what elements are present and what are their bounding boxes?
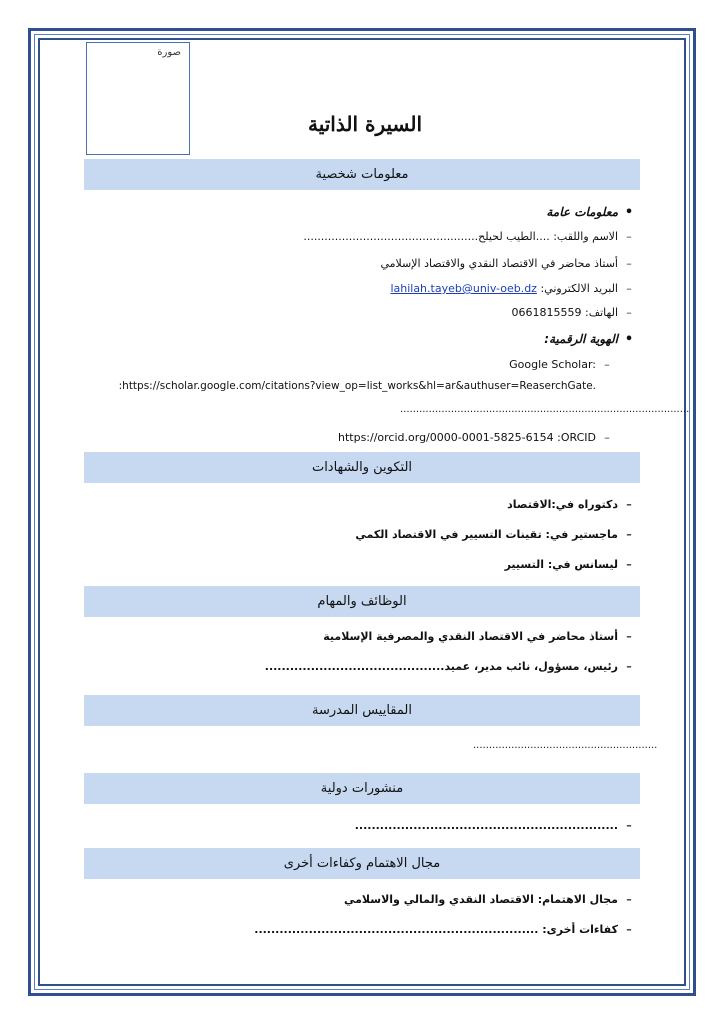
dash-icon: –: [626, 558, 632, 571]
job-item: –رئيس، مسؤول، نائب مدير، عميد...........................................: [265, 659, 640, 675]
dash-icon: –: [626, 893, 632, 906]
dash-icon: –: [626, 819, 632, 832]
dash-icon: –: [626, 282, 632, 295]
job-item: –أستاذ محاضر في الاقتصاد النقدي والمصرفية الإسلامية: [323, 629, 640, 645]
dash-icon: –: [626, 630, 632, 643]
section-jobs: الوظائف والمهام: [84, 586, 640, 617]
section-publications: منشورات دولية: [84, 773, 640, 804]
section-interests: مجال الاهتمام وكفاءات أخرى: [84, 848, 640, 879]
other-skills: –كفاءات أخرى: ....................................................................: [254, 922, 640, 938]
dash-icon: –: [626, 923, 632, 936]
photo-placeholder: [86, 42, 190, 155]
education-item: –ماجستير في: تقينات التسيير في الاقتصاد الكمي: [355, 527, 640, 543]
publications-line: –...............................................................: [355, 818, 640, 834]
dash-icon: –: [626, 528, 632, 541]
email-line: –البريد الالكتروني: lahilah.tayeb@univ-oeb.dz: [390, 281, 640, 297]
bullet-icon: •: [624, 205, 634, 220]
name-line: –الاسم واللقب: ....الطيب لحيلح..................................................: [303, 229, 640, 245]
scholar-line: –Google Scholar:: [509, 357, 618, 373]
orcid-line: –https://orcid.org/0000-0001-5825-6154 :ORCID: [338, 430, 618, 446]
section-courses: المقاييس المدرسة: [84, 695, 640, 726]
section-education: التكوين والشهادات: [84, 452, 640, 483]
dash-icon: –: [626, 306, 632, 319]
dash-icon: –: [626, 230, 632, 243]
digital-id-heading: •الهوية الرقمية:: [544, 331, 640, 348]
email-link[interactable]: lahilah.tayeb@univ-oeb.dz: [390, 282, 537, 295]
phone-line: –الهاتف: 0661815559: [512, 305, 640, 321]
dash-icon: –: [626, 660, 632, 673]
scholar-url[interactable]: :https://scholar.google.com/citations?view_op=list_works&hl=ar&authuser=ReaserchGate.: [118, 380, 596, 392]
education-item: –دكتوراه في:الاقتصاد: [507, 497, 640, 513]
dash-icon: –: [626, 498, 632, 511]
courses-dotted-line: ..........................................................: [473, 740, 658, 751]
dash-icon: –: [604, 431, 610, 444]
general-info-heading: •معلومات عامة: [546, 204, 640, 221]
photo-label: صورة: [157, 47, 181, 58]
dash-icon: –: [604, 358, 610, 371]
section-personal: معلومات شخصية: [84, 159, 640, 190]
interest-field: –مجال الاهتمام: الاقتصاد النقدي والمالي والاسلامي: [344, 892, 640, 908]
bullet-icon: •: [624, 332, 634, 347]
education-item: –ليسانس في: التسيير: [505, 557, 640, 573]
page-title: السيرة الذاتية: [307, 112, 423, 136]
dotted-line: ...........................................................................................: [400, 404, 690, 415]
position-line: –أستاذ محاضر في الاقتصاد النقدي والاقتصاد الإسلامي: [380, 256, 640, 272]
dash-icon: –: [626, 257, 632, 270]
